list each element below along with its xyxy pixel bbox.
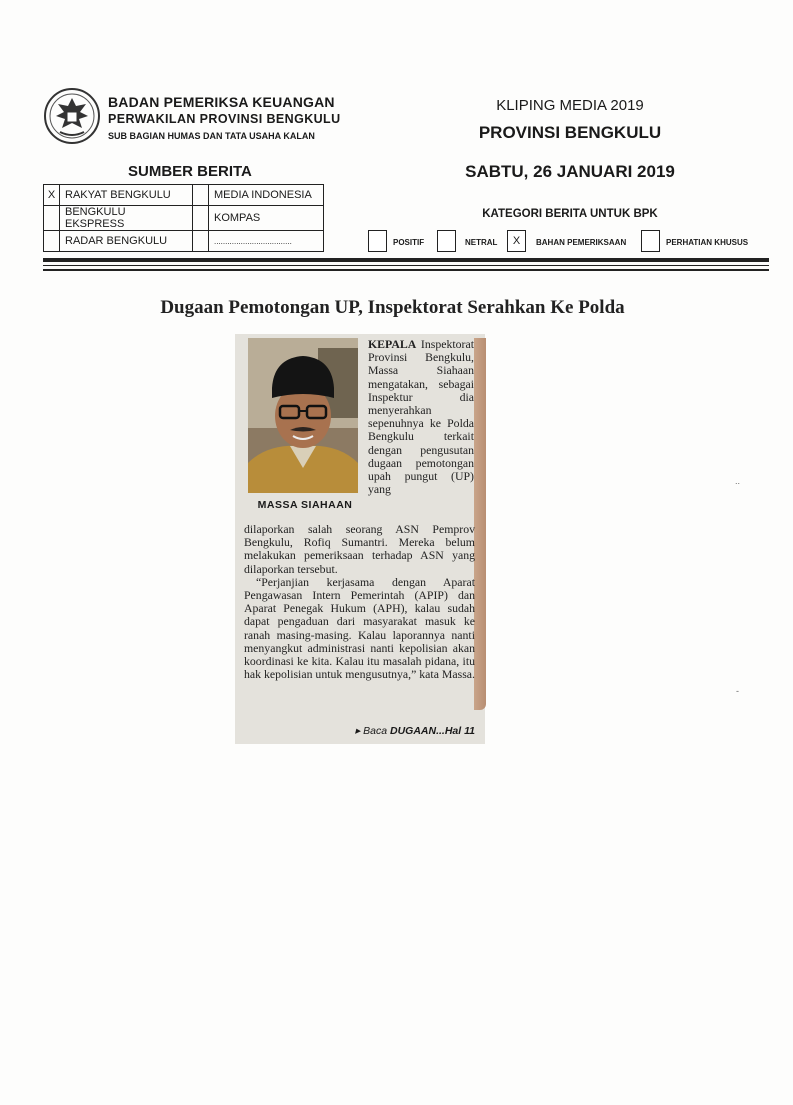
source-name: ................................... (209, 231, 324, 252)
source-name: KOMPAS (209, 206, 324, 231)
continued-reference (300, 725, 475, 737)
source-name: RADAR BENGKULU (60, 231, 193, 252)
portrait-photo (248, 338, 358, 493)
source-row (44, 231, 324, 252)
triangle-icon: ▸ (354, 725, 364, 737)
source-row (44, 185, 324, 206)
article-paragraph: “Perjanjian kerjasama dengan Aparat Pengawasan Intern Pemerintah (APIP) dan Aparat Penegak Hukum (APH), kalau sudah dapat pengaduan dari masyarakat masuk ke ranah masing-masing. Kalau laporannya nanti menyangkut administrasi nanti kepolisian akan koordinasi ke kita. Kalau itu masalah pidana, itu hak kepolisian untuk mengusutnya,” kata Massa. (244, 574, 475, 682)
kliping-title: KLIPING MEDIA 2019 (496, 97, 644, 114)
article-headline: Dugaan Pemotongan UP, Inspektorat Serahkan Ke Polda (160, 297, 625, 318)
org-name: BADAN PEMERIKSA KEUANGAN (108, 94, 335, 110)
kategori-title: KATEGORI BERITA UNTUK BPK (482, 208, 658, 220)
source-name: MEDIA INDONESIA (209, 185, 324, 206)
source-name: BENGKULU EKSPRESS (60, 206, 193, 231)
category-label-positif: POSITIF (393, 238, 425, 247)
photo-caption: MASSA SIAHAAN (257, 499, 353, 511)
source-mark (44, 231, 60, 252)
province-title: PROVINSI BENGKULU (478, 123, 662, 142)
category-label-perhatian-khusus: PERHATIAN KHUSUS (666, 238, 749, 247)
bpk-garuda-logo (42, 86, 102, 146)
source-mark: X (44, 185, 60, 206)
source-name: RAKYAT BENGKULU (60, 185, 193, 206)
source-row (44, 206, 324, 231)
source-mark (193, 231, 209, 252)
article-paragraph: dilaporkan salah seorang ASN Pemprov Bengkulu, Rofiq Sumantri. Mereka belum melakukan pemeriksaan terhadap ASN yang dilaporkan tersebut. (244, 522, 475, 576)
category-checkbox-bahan-pemeriksaan[interactable]: X (507, 230, 526, 252)
header-divider (43, 269, 769, 271)
article-text: Inspektorat Provinsi Bengkulu, Massa Siahaan mengatakan, sebagai Inspektur dia menyerahkan sepenuhnya ke Polda Bengkulu terkait dengan pengusutan dugaan pemotongan upah pungut (UP) yang (368, 337, 474, 497)
baca-ref: DUGAAN...Hal 11 (390, 725, 475, 737)
org-branch: PERWAKILAN PROVINSI BENGKULU (108, 112, 341, 126)
category-checkbox-perhatian-khusus[interactable] (641, 230, 660, 252)
source-mark (193, 185, 209, 206)
header-divider (43, 265, 769, 266)
article-column-1 (368, 338, 474, 496)
category-label-netral: NETRAL (465, 238, 498, 247)
lead-word: KEPALA (368, 337, 417, 351)
source-mark (44, 206, 60, 231)
scan-mark: .. (735, 476, 741, 486)
article-column-2 (244, 523, 475, 681)
clipping-date: SABTU, 26 JANUARI 2019 (465, 162, 675, 181)
category-checkbox-positif[interactable] (368, 230, 387, 252)
sumber-berita-title: SUMBER BERITA (128, 163, 252, 180)
category-label-bahan-pemeriksaan: BAHAN PEMERIKSAAN (536, 238, 627, 247)
category-checkbox-netral[interactable] (437, 230, 456, 252)
adjacent-photo-edge (474, 338, 486, 710)
header-divider (43, 258, 769, 262)
baca-prefix: Baca (363, 725, 390, 737)
scan-mark: - (736, 686, 739, 696)
source-mark (193, 206, 209, 231)
org-subdivision: SUB BAGIAN HUMAS DAN TATA USAHA KALAN (108, 131, 315, 141)
source-table (43, 184, 324, 252)
